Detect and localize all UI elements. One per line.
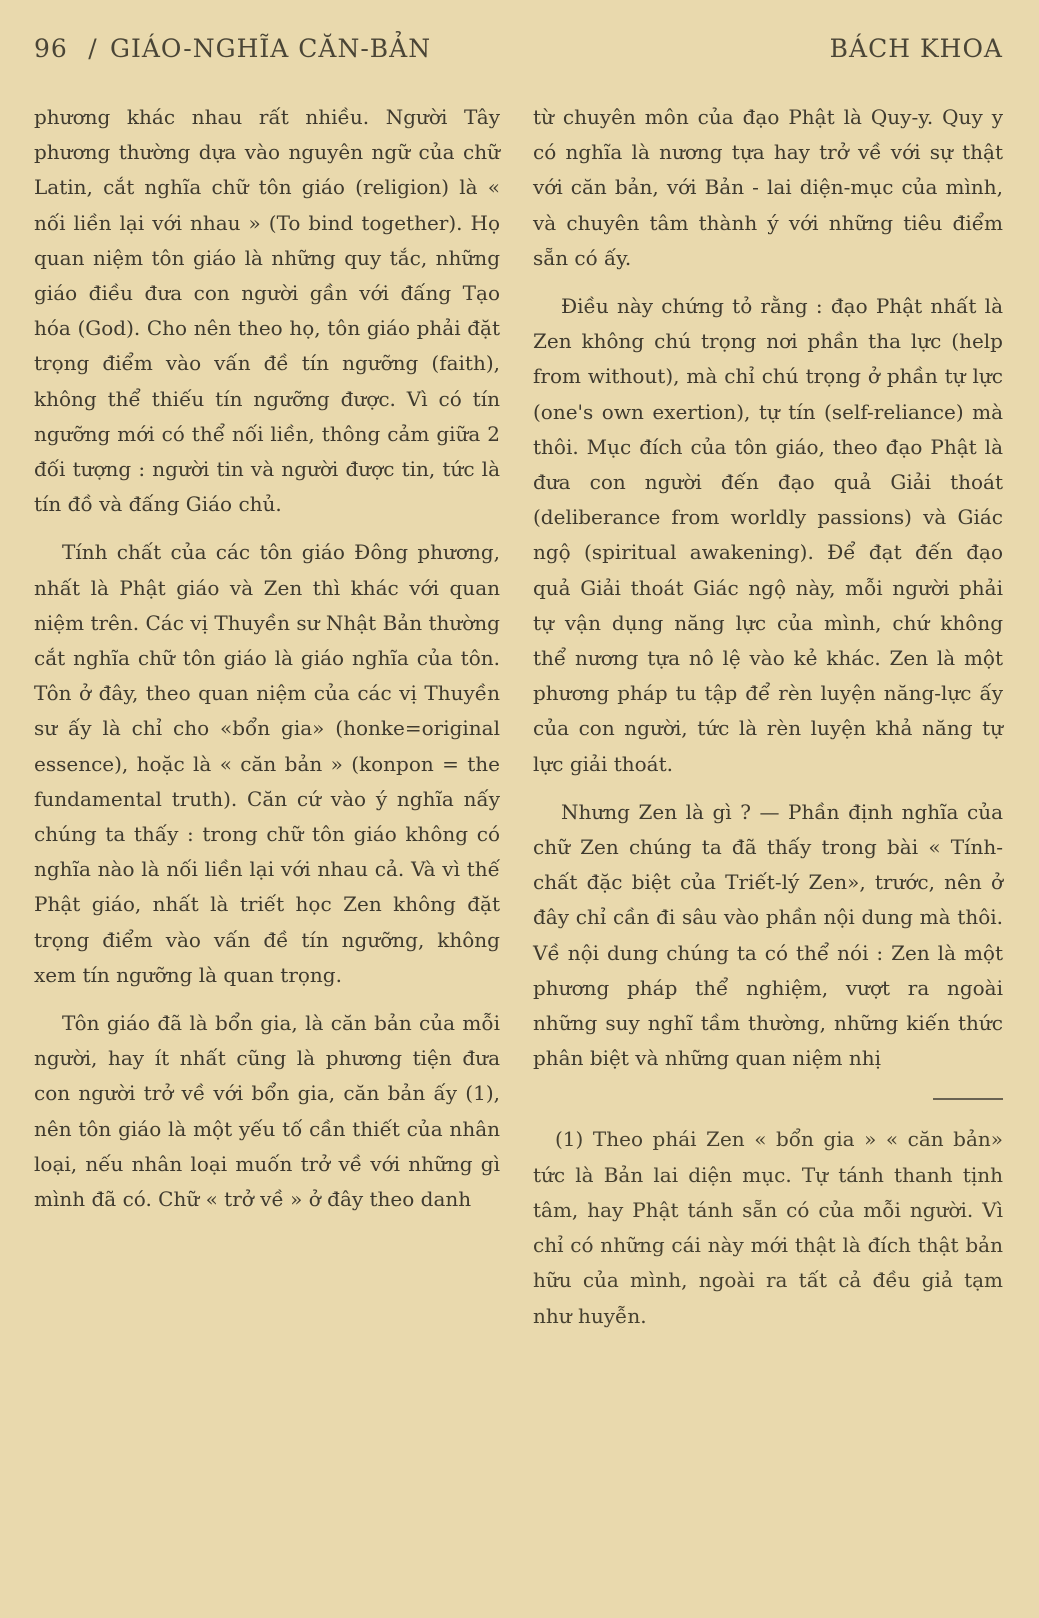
paragraph: Nhưng Zen là gì ? — Phần định nghĩa của chữ Zen chúng ta đã thấy trong bài « Tính-chất đặc biệt của Triết-lý Zen», trước, nên ở đây chỉ cần đi sâu vào phần nội dung mà thôi. Về nội dung chúng ta có thể nói : Zen là một phương pháp thể nghiệm, vượt ra ngoài những suy nghĩ tầm thường, những kiến thức phân biệt và những quan niệm nhị: [533, 799, 1003, 1071]
paragraph: Điều này chứng tỏ rằng : đạo Phật nhất là Zen không chú trọng nơi phần tha lực (help from without), mà chỉ chú trọng ở phần tự lực (one's own exertion), tự tín (self-reliance) mà thôi. Mục đích của tôn giáo, theo đạo Phật là đưa con người đến đạo quả Giải thoát (deliberance from worldly passions) và Giác ngộ (spiritual awakening). Để đạt đến đạo quả Giải thoát Giác ngộ này, mỗi người phải tự vận dụng năng lực của mình, chứ không thể nương tựa nô lệ vào kẻ khác. Zen là một phương pháp tu tập để rèn luyện năng-lực ấy của con người, tức là rèn luyện khả năng tự lực giải thoát.: [533, 294, 1003, 776]
footnote: [533, 1122, 1003, 1333]
right-column: [533, 100, 1003, 1347]
header-separator: /: [88, 34, 98, 63]
chapter-title: GIÁO-NGHĨA CĂN-BẢN: [110, 34, 432, 63]
page-number: 96: [34, 34, 68, 63]
footnote-divider: [933, 1098, 1003, 1100]
running-header: [34, 34, 1003, 78]
paragraph: từ chuyên môn của đạo Phật là Quy-y. Quy y có nghĩa là nương tựa hay trở về với sự thật với căn bản, với Bản - lai diện-mục của mình, và chuyên tâm thành ý với những tiêu điểm sẵn có ấy.: [533, 105, 1003, 270]
footnote-text: Theo phái Zen « bổn gia » « căn bản» tức là Bản lai diện mục. Tự tánh thanh tịnh tâm, hay Phật tánh sẵn có của mỗi người. Vì chỉ có những cái này mới thật là đích thật bản hữu của mình, ngoài ra tất cả đều giả tạm như huyễn.: [533, 1127, 1003, 1328]
paragraph: Tôn giáo đã là bổn gia, là căn bản của mỗi người, hay ít nhất cũng là phương tiện đưa con người trở về với bổn gia, căn bản ấy (1), nên tôn giáo là một yếu tố cần thiết của nhân loại, nếu nhân loại muốn trở về với những gì mình đã có. Chữ « trở về » ở đây theo danh: [34, 1011, 500, 1212]
text-columns: [34, 100, 1003, 1347]
paragraph: phương khác nhau rất nhiều. Người Tây phương thường dựa vào nguyên ngữ của chữ Latin, cắt nghĩa chữ tôn giáo (religion) là « nối liền lại với nhau » (To bind together). Họ quan niệm tôn giáo là những quy tắc, những giáo điều đưa con người gần với đấng Tạo hóa (God). Cho nên theo họ, tôn giáo phải đặt trọng điểm vào vấn đề tín ngưỡng (faith), không thể thiếu tín ngưỡng được. Vì có tín ngưỡng mới có thể nối liền, thông cảm giữa 2 đối tượng : người tin và người được tin, tức là tín đồ và đấng Giáo chủ.: [34, 105, 500, 517]
left-column: [34, 100, 500, 1347]
footnote-marker: (1): [555, 1127, 584, 1152]
magazine-name: BÁCH KHOA: [829, 34, 1003, 63]
paragraph: Tính chất của các tôn giáo Đông phương, nhất là Phật giáo và Zen thì khác với quan niệm trên. Các vị Thuyền sư Nhật Bản thường cắt nghĩa chữ tôn giáo là giáo nghĩa của tôn. Tôn ở đây, theo quan niệm của các vị Thuyền sư ấy là chỉ cho «bổn gia» (honke=original essence), hoặc là « căn bản » (konpon = the fundamental truth). Căn cứ vào ý nghĩa nấy chúng ta thấy : trong chữ tôn giáo không có nghĩa nào là nối liền lại với nhau cả. Và vì thế Phật giáo, nhất là triết học Zen không đặt trọng điểm vào vấn đề tín ngưỡng, không xem tín ngưỡng là quan trọng.: [34, 540, 500, 987]
